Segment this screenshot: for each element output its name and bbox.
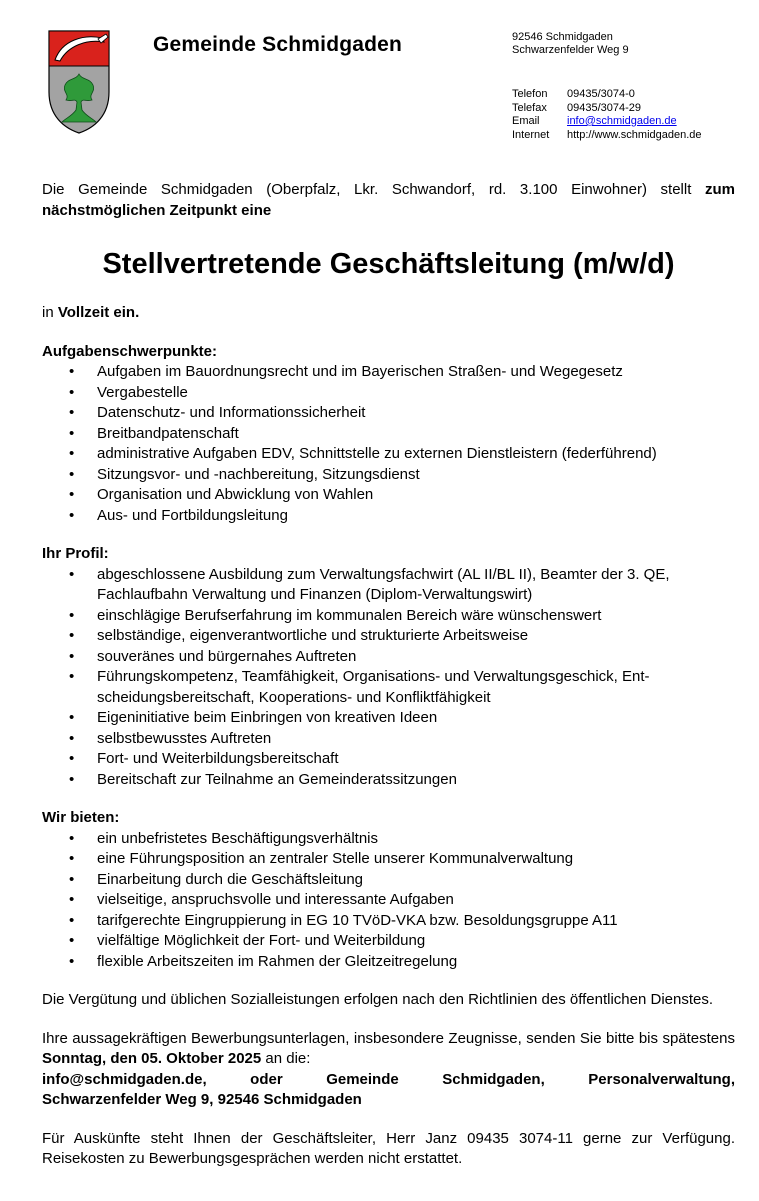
- application-text-end: an die:: [261, 1050, 311, 1067]
- org-name: Gemeinde Schmidgaden: [153, 33, 403, 56]
- contact-label: Internet: [512, 128, 550, 141]
- list-item: • Fort- und Weiterbildungsbereitschaft: [42, 749, 735, 770]
- contact-value: 09435/3074-0: [567, 88, 635, 100]
- application-deadline: Sonntag, den 05. Oktober 2025: [42, 1050, 262, 1067]
- list-item: • Datenschutz- und Informationssicherheit: [42, 403, 735, 424]
- list-item: • eine Führungsposition an zentraler Stelle unserer Kommunalverwaltung: [42, 849, 735, 870]
- contact-row: [512, 102, 702, 116]
- list-item: • administrative Aufgaben EDV, Schnittstelle zu externen Dienstleistern (federführend): [42, 444, 735, 465]
- list-item: • selbständige, eigenverantwortliche und strukturierte Arbeitsweise: [42, 626, 735, 647]
- list-item: • Vergabestelle: [42, 383, 735, 404]
- salary-paragraph: Die Vergütung und üblichen Sozialleistungen erfolgen nach den Richtlinien des öffentlichen Dienstes.: [42, 991, 714, 1008]
- address-block: [512, 31, 629, 57]
- job-title: Stellvertretende Geschäftsleitung (m/w/d): [102, 248, 675, 280]
- list-item: • Aufgaben im Bauordnungsrecht und im Bayerischen Straßen- und Wegegesetz: [42, 362, 735, 383]
- list-item: • Sitzungsvor- und -nachbereitung, Sitzungsdienst: [42, 465, 735, 486]
- tasks-list: [42, 362, 735, 526]
- profile-heading: Ihr Profil:: [42, 545, 109, 562]
- list-item: • souveränes und bürgernahes Auftreten: [42, 647, 735, 668]
- application-address-line: [42, 1070, 735, 1091]
- intro-text: Die Gemeinde Schmidgaden (Oberpfalz, Lkr. Schwandorf, rd. 3.100 Einwohner) stellt: [42, 181, 705, 198]
- list-item: • Eigeninitiative beim Einbringen von kreativen Ideen: [42, 708, 735, 729]
- info-paragraph: Für Auskünfte steht Ihnen der Geschäftsleiter, Herr Janz 09435 3074-11 gerne zur Verfügung. Reisekosten zu Bewerbungsgesprächen werden nicht erstattet.: [42, 1129, 735, 1167]
- offer-list: [42, 829, 735, 973]
- address-line: 92546 Schmidgaden: [512, 31, 613, 43]
- list-item: • Bereitschaft zur Teilnahme an Gemeinderatssitzungen: [42, 770, 735, 791]
- website-text: http://www.schmidgaden.de: [567, 128, 702, 141]
- profile-list: [42, 565, 735, 791]
- list-item: • Breitbandpatenschaft: [42, 424, 735, 445]
- list-item: • vielfältige Möglichkeit der Fort- und Weiterbildung: [42, 931, 735, 952]
- list-item: • Führungskompetenz, Teamfähigkeit, Organisations- und Verwaltungsgeschick, Ent-scheidungsbereitschaft, Kooperations- und Konfliktfähigkeit: [42, 667, 735, 708]
- contact-label: Email: [512, 115, 540, 127]
- contact-label: Telefax: [512, 101, 547, 114]
- intro-paragraph: [42, 180, 735, 221]
- list-item: • vielseitige, anspruchsvolle und interessante Aufgaben: [42, 890, 735, 911]
- list-item: • Organisation und Abwicklung von Wahlen: [42, 485, 735, 506]
- application-address-line: [42, 1090, 735, 1111]
- application-paragraph: [42, 1029, 735, 1111]
- contact-row: [512, 88, 702, 102]
- contact-block: [512, 88, 702, 142]
- employment-line: [42, 303, 735, 324]
- contact-value: 09435/3074-29: [567, 101, 642, 114]
- employment-type: Vollzeit ein.: [57, 304, 140, 321]
- employment-prefix: in: [42, 304, 58, 321]
- email-link[interactable]: info@schmidgaden.de: [567, 115, 677, 127]
- list-item: • Aus- und Fortbildungsleitung: [42, 506, 735, 527]
- contact-row: [512, 129, 702, 143]
- coat-of-arms-icon: [48, 30, 110, 134]
- main-content: [42, 180, 735, 1170]
- list-item: • flexible Arbeitszeiten im Rahmen der Gleitzeitregelung: [42, 952, 735, 973]
- tasks-heading: Aufgabenschwerpunkte:: [42, 342, 218, 360]
- list-item: • Einarbeitung durch die Geschäftsleitung: [42, 870, 735, 891]
- application-text: Ihre aussagekräftigen Bewerbungsunterlagen, insbesondere Zeugnisse, senden Sie bitte bis spätestens: [42, 1029, 735, 1047]
- offer-heading: Wir bieten:: [42, 809, 120, 826]
- contact-label: Telefon: [512, 88, 548, 100]
- application-address: info@schmidgaden.de, oder Gemeinde Schmidgaden, Personalverwaltung,: [42, 1070, 735, 1088]
- list-item: • tarifgerechte Eingruppierung in EG 10 TVöD-VKA bzw. Besoldungsgruppe A11: [42, 911, 735, 932]
- list-item: • abgeschlossene Ausbildung zum Verwaltungsfachwirt (AL II/BL II), Beamter der 3. QE, Fachlaufbahn Verwaltung und Finanzen (Diplom-Verwaltungswirt): [42, 565, 735, 606]
- list-item: • selbstbewusstes Auftreten: [42, 729, 735, 750]
- intro-bold: zum nächstmöglichen Zeitpunkt eine: [42, 181, 735, 219]
- address-line: Schwarzenfelder Weg 9: [512, 44, 629, 56]
- list-item: • ein unbefristetes Beschäftigungsverhältnis: [42, 829, 735, 850]
- application-address: Schwarzenfelder Weg 9, 92546 Schmidgaden: [42, 1091, 362, 1108]
- contact-row: [512, 115, 702, 129]
- list-item: • einschlägige Berufserfahrung im kommunalen Bereich wäre wünschenswert: [42, 606, 735, 627]
